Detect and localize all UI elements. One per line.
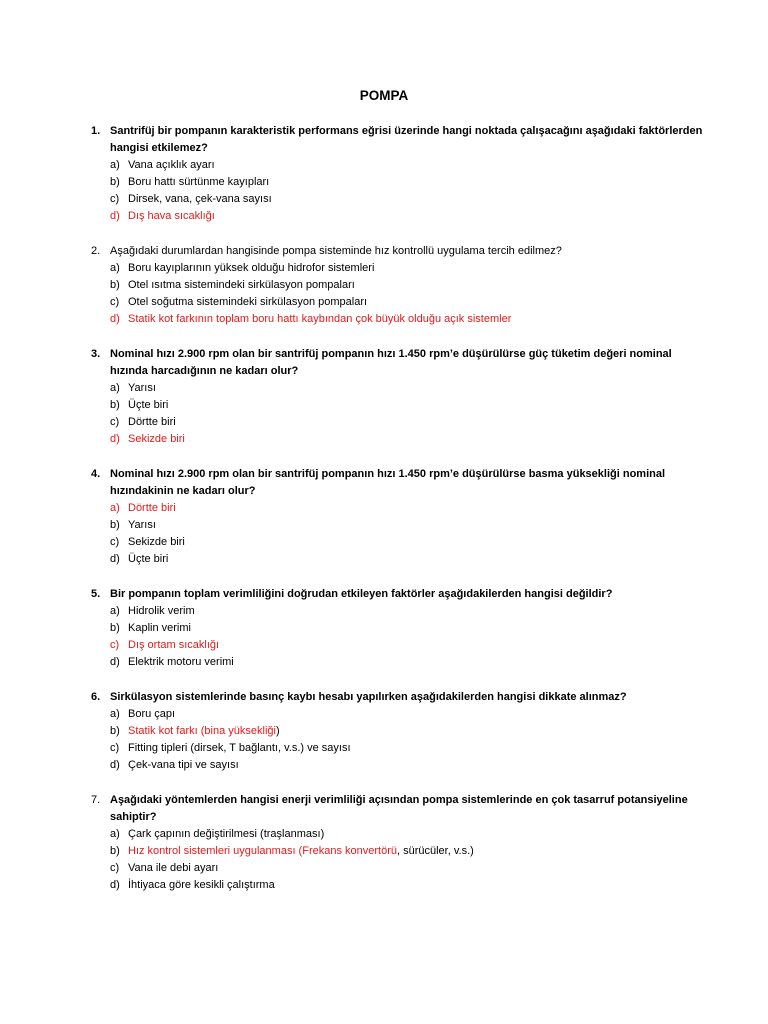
- question-7: [0, 792, 768, 894]
- option-item: [0, 843, 768, 860]
- question-number: 2.: [91, 245, 101, 257]
- option-text: [128, 191, 272, 208]
- option-text-part: ): [275, 725, 280, 737]
- option-text: [128, 620, 191, 637]
- option-text-part: Otel ısıtma sistemindeki sirkülasyon pompaları: [128, 279, 355, 291]
- option-item: [0, 500, 768, 517]
- option-text: [128, 431, 185, 448]
- option-list: [0, 260, 768, 328]
- question-1: [0, 123, 768, 225]
- option-letter: c): [110, 742, 120, 754]
- option-text: [128, 826, 324, 843]
- option-text-part: Hidrolik verim: [128, 605, 195, 617]
- option-text-part: Çek-vana tipi ve sayısı: [128, 759, 239, 771]
- option-item: [0, 740, 768, 757]
- option-letter: d): [110, 759, 120, 771]
- option-item: [0, 654, 768, 671]
- option-letter: a): [110, 502, 120, 514]
- option-text-part: Boru kayıplarının yüksek olduğu hidrofor sistemleri: [128, 262, 375, 274]
- option-letter: a): [110, 708, 120, 720]
- question-number: 6.: [91, 691, 101, 703]
- option-text-part: Üçte biri: [128, 553, 169, 565]
- option-letter: c): [110, 193, 120, 205]
- option-text-part: Yarısı: [128, 382, 156, 394]
- question-number: 4.: [91, 468, 101, 480]
- option-text-part: Boru çapı: [128, 708, 176, 720]
- option-letter: a): [110, 159, 120, 171]
- option-text: [128, 637, 219, 654]
- option-item: [0, 311, 768, 328]
- option-item: [0, 414, 768, 431]
- question-3: [0, 346, 768, 448]
- option-list: [0, 500, 768, 568]
- option-text-part: Fitting tipleri (dirsek, T bağlantı, v.s.) ve sayısı: [128, 742, 351, 754]
- option-text: [128, 551, 168, 568]
- question-text: Aşağıdaki durumlardan hangisinde pompa sisteminde hız kontrollü uygulama tercih edilmez?: [110, 245, 562, 257]
- option-list: [0, 826, 768, 894]
- option-text-part: Otel soğutma sistemindeki sirkülasyon pompaları: [128, 296, 368, 308]
- option-text: [128, 603, 195, 620]
- option-letter: d): [110, 553, 120, 565]
- answer-text: Statik kot farkının toplam boru hattı kaybından çok büyük olduğu açık sistemler: [128, 313, 512, 325]
- option-item: [0, 637, 768, 654]
- option-text-part: Kaplin verimi: [128, 622, 191, 634]
- option-text-part: Vana ile debi ayarı: [128, 862, 219, 874]
- option-text-part: Boru hattı sürtünme kayıpları: [128, 176, 270, 188]
- option-letter: a): [110, 605, 120, 617]
- option-letter: c): [110, 416, 120, 428]
- option-letter: b): [110, 279, 120, 291]
- option-text: [128, 500, 176, 517]
- option-text: [128, 414, 176, 431]
- option-letter: b): [110, 622, 120, 634]
- question-list: [0, 123, 768, 912]
- option-item: [0, 877, 768, 894]
- option-text-part: Çark çapının değiştirilmesi (traşlanması): [128, 828, 325, 840]
- option-text: [128, 294, 367, 311]
- question-text: Santrifüj bir pompanın karakteristik performans eğrisi üzerinde hangi noktada çalışacağını aşağıdaki faktörlerden hangisi etkilemez?: [110, 125, 703, 154]
- option-item: [0, 706, 768, 723]
- option-list: [0, 380, 768, 448]
- question-text: Sirkülasyon sistemlerinde basınç kaybı hesabı yapılırken aşağıdakilerden hangisi dikkate alınmaz?: [110, 691, 627, 703]
- answer-text: Statik kot farkı (bina yüksekliği: [128, 725, 276, 737]
- option-letter: d): [110, 433, 120, 445]
- option-item: [0, 277, 768, 294]
- answer-text: Dış hava sıcaklığı: [128, 210, 215, 222]
- option-text: [128, 860, 218, 877]
- option-text: [128, 843, 474, 860]
- option-letter: a): [110, 382, 120, 394]
- option-letter: a): [110, 262, 120, 274]
- page-title: POMPA: [359, 88, 409, 103]
- question-row: [0, 243, 768, 260]
- option-text-part: Dirsek, vana, çek-vana sayısı: [128, 193, 272, 205]
- option-text: [128, 654, 234, 671]
- option-text: [128, 517, 156, 534]
- option-text-part: Elektrik motoru verimi: [128, 656, 234, 668]
- option-text: [128, 740, 351, 757]
- option-text-part: Üçte biri: [128, 399, 169, 411]
- option-letter: c): [110, 639, 120, 651]
- option-letter: a): [110, 828, 120, 840]
- question-text: Aşağıdaki yöntemlerden hangisi enerji verimliliği açısından pompa sistemlerinde en çok tasarruf potansiyeline sahiptir?: [110, 794, 688, 823]
- question-6: [0, 689, 768, 774]
- option-text: [128, 757, 239, 774]
- question-2: [0, 243, 768, 328]
- option-item: [0, 431, 768, 448]
- question-row: [0, 586, 768, 603]
- option-text: [128, 706, 175, 723]
- option-letter: d): [110, 210, 120, 222]
- question-number: 1.: [91, 125, 101, 137]
- option-letter: d): [110, 313, 120, 325]
- option-item: [0, 397, 768, 414]
- option-item: [0, 174, 768, 191]
- answer-text: Hız kontrol sistemleri uygulanması (Frekans konvertörü: [128, 845, 397, 857]
- option-letter: b): [110, 845, 120, 857]
- option-item: [0, 534, 768, 551]
- question-row: [0, 792, 768, 826]
- option-item: [0, 260, 768, 277]
- answer-text: Dış ortam sıcaklığı: [128, 639, 220, 651]
- option-text-part: Dörtte biri: [128, 416, 176, 428]
- option-text-part: İhtiyaca göre kesikli çalıştırma: [128, 879, 275, 891]
- option-list: [0, 706, 768, 774]
- question-text: Bir pompanın toplam verimliliğini doğrudan etkileyen faktörler aşağıdakilerden hangisi değildir?: [110, 588, 613, 600]
- option-text: [128, 723, 280, 740]
- option-text-part: Vana açıklık ayarı: [128, 159, 215, 171]
- question-text: Nominal hızı 2.900 rpm olan bir santrifüj pompanın hızı 1.450 rpm’e düşürülürse güç tüketim değeri nominal hızında harcadığının ne kadarı olur?: [110, 348, 672, 377]
- option-item: [0, 603, 768, 620]
- option-letter: b): [110, 399, 120, 411]
- option-text: [128, 277, 355, 294]
- option-letter: d): [110, 656, 120, 668]
- question-number: 5.: [91, 588, 101, 600]
- option-text: [128, 380, 156, 397]
- question-text: Nominal hızı 2.900 rpm olan bir santrifüj pompanın hızı 1.450 rpm’e düşürülürse basma yüksekliği nominal hızındakinin ne kadarı olur?: [110, 468, 666, 497]
- option-item: [0, 380, 768, 397]
- option-text: [128, 208, 215, 225]
- question-row: [0, 466, 768, 500]
- question-row: [0, 346, 768, 380]
- option-text-part: Yarısı: [128, 519, 156, 531]
- option-item: [0, 551, 768, 568]
- option-item: [0, 723, 768, 740]
- option-item: [0, 826, 768, 843]
- option-item: [0, 517, 768, 534]
- option-list: [0, 157, 768, 225]
- option-letter: c): [110, 296, 120, 308]
- answer-text: Sekizde biri: [128, 433, 185, 445]
- option-item: [0, 620, 768, 637]
- option-letter: c): [110, 536, 120, 548]
- option-text: [128, 534, 185, 551]
- question-row: [0, 689, 768, 706]
- option-text: [128, 397, 168, 414]
- option-item: [0, 860, 768, 877]
- option-text-part: Sekizde biri: [128, 536, 185, 548]
- option-letter: d): [110, 879, 120, 891]
- option-text: [128, 877, 275, 894]
- question-row: [0, 123, 768, 157]
- option-list: [0, 603, 768, 671]
- option-text-part: , sürücüler, v.s.): [396, 845, 474, 857]
- option-letter: b): [110, 176, 120, 188]
- question-5: [0, 586, 768, 671]
- option-text: [128, 311, 511, 328]
- option-item: [0, 208, 768, 225]
- option-letter: b): [110, 725, 120, 737]
- question-number: 7.: [91, 794, 101, 806]
- option-item: [0, 191, 768, 208]
- option-letter: b): [110, 519, 120, 531]
- option-text: [128, 174, 269, 191]
- option-item: [0, 757, 768, 774]
- answer-text: Dörtte biri: [128, 502, 176, 514]
- question-number: 3.: [91, 348, 101, 360]
- option-item: [0, 157, 768, 174]
- option-item: [0, 294, 768, 311]
- option-text: [128, 157, 215, 174]
- option-text: [128, 260, 374, 277]
- question-4: [0, 466, 768, 568]
- option-letter: c): [110, 862, 120, 874]
